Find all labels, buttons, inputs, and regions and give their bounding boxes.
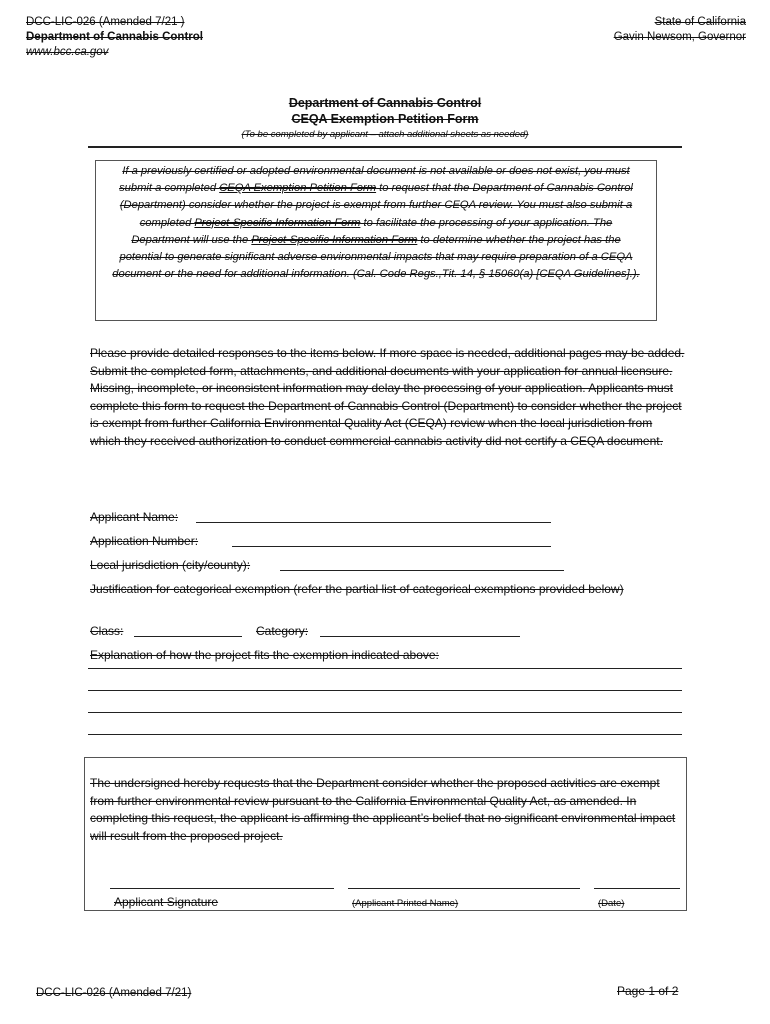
signature-label: Applicant Signature xyxy=(114,895,219,909)
governor-name: Gavin Newsom, Governor xyxy=(613,31,746,43)
category-label: Category: xyxy=(256,624,309,638)
date-line[interactable] xyxy=(594,888,680,889)
notice-part-2: to request that the Department of Cannabis Control (Department) consider whether the project is exempt from further CEQA review. You must also submit a completed xyxy=(119,182,633,229)
form-title-block xyxy=(88,95,682,141)
application-number-field[interactable] xyxy=(232,546,551,547)
notice-link-ceqa-form: CEQA Exemption Petition Form xyxy=(219,182,377,195)
intro-paragraph: Please provide detailed responses to the items below. If more space is needed, additional pages may be added. Submit the completed form, attachments, and additional documents with your application for annual licensure. Missing, incomplete, or inconsistent information may delay the processing of your application. Applicants must complete this form to request the Department of Cannabis Control (Department) to consider whether the project is exempt from further California Environmental Quality Act (CEQA) review when the local jurisdiction from which they received authorization to conduct commercial cannabis activity did not certify a CEQA document. xyxy=(90,346,685,448)
declaration-text: The undersigned hereby requests that the Department consider whether the proposed activities are exempt from further environmental review pursuant to the California Environmental Quality Act, as amended. In completing this request, the applicant is affirming the applicant’s belief that no significant environmental impact will result from the proposed project. xyxy=(90,776,676,843)
explanation-line-1[interactable] xyxy=(88,668,682,669)
title-instruction: (To be completed by applicant – attach additional sheets as needed) xyxy=(241,129,529,140)
footer-form-id: DCC-LIC-026 (Amended 7/21) xyxy=(36,987,192,999)
explanation-line-4[interactable] xyxy=(88,734,682,735)
class-field[interactable] xyxy=(134,636,242,637)
page-number: Page 1 of 2 xyxy=(617,984,679,998)
category-field[interactable] xyxy=(320,636,520,637)
explanation-line-2[interactable] xyxy=(88,690,682,691)
applicant-name-label: Applicant Name: xyxy=(90,510,179,524)
title-divider xyxy=(88,146,682,148)
notice-part-1: If a previously certified or adopted environmental document is not available or does not exist, you must submit a completed xyxy=(119,165,630,195)
page-title: CEQA Exemption Petition Form xyxy=(291,112,479,126)
notice-text xyxy=(110,163,642,283)
notice-part-3: to facilitate the processing of your application. The Department will use the xyxy=(131,216,613,246)
header-right xyxy=(614,15,746,45)
notice-link-project-form-2: Project-Specific Information Form xyxy=(251,233,418,246)
signature-line[interactable] xyxy=(110,888,334,889)
website-link[interactable]: www.bcc.ca.gov xyxy=(26,46,109,58)
title-department: Department of Cannabis Control xyxy=(288,96,482,110)
state-name: State of California xyxy=(654,16,746,28)
application-number-label: Application Number: xyxy=(90,534,199,548)
applicant-name-field[interactable] xyxy=(196,522,551,523)
explanation-line-3[interactable] xyxy=(88,712,682,713)
printed-name-line[interactable] xyxy=(348,888,580,889)
local-jurisdiction-field[interactable] xyxy=(280,570,564,571)
explanation-label: Explanation of how the project fits the exemption indicated above: xyxy=(90,648,439,662)
date-label: (Date) xyxy=(598,898,625,909)
department-name: Department of Cannabis Control xyxy=(26,31,203,43)
justification-label: Justification for categorical exemption (refer the partial list of categorical exemptions provided below) xyxy=(90,582,624,596)
form-id: DCC-LIC-026 (Amended 7/21 ) xyxy=(26,16,185,28)
notice-link-project-form: Project-Specific Information Form xyxy=(194,216,361,229)
local-jurisdiction-label: Local jurisdiction (city/county): xyxy=(90,558,251,572)
printed-name-label: (Applicant Printed Name) xyxy=(352,898,459,909)
class-label: Class: xyxy=(90,624,124,638)
header-left xyxy=(26,15,203,60)
notice-part-4: to determine whether the project has the potential to generate significant adverse environmental impacts that may require preparation of a CEQA document or the need for additional information. (Cal. Code Regs.,Tit. 14, § 15060(a) [CEQA Guidelines].). xyxy=(112,233,640,281)
